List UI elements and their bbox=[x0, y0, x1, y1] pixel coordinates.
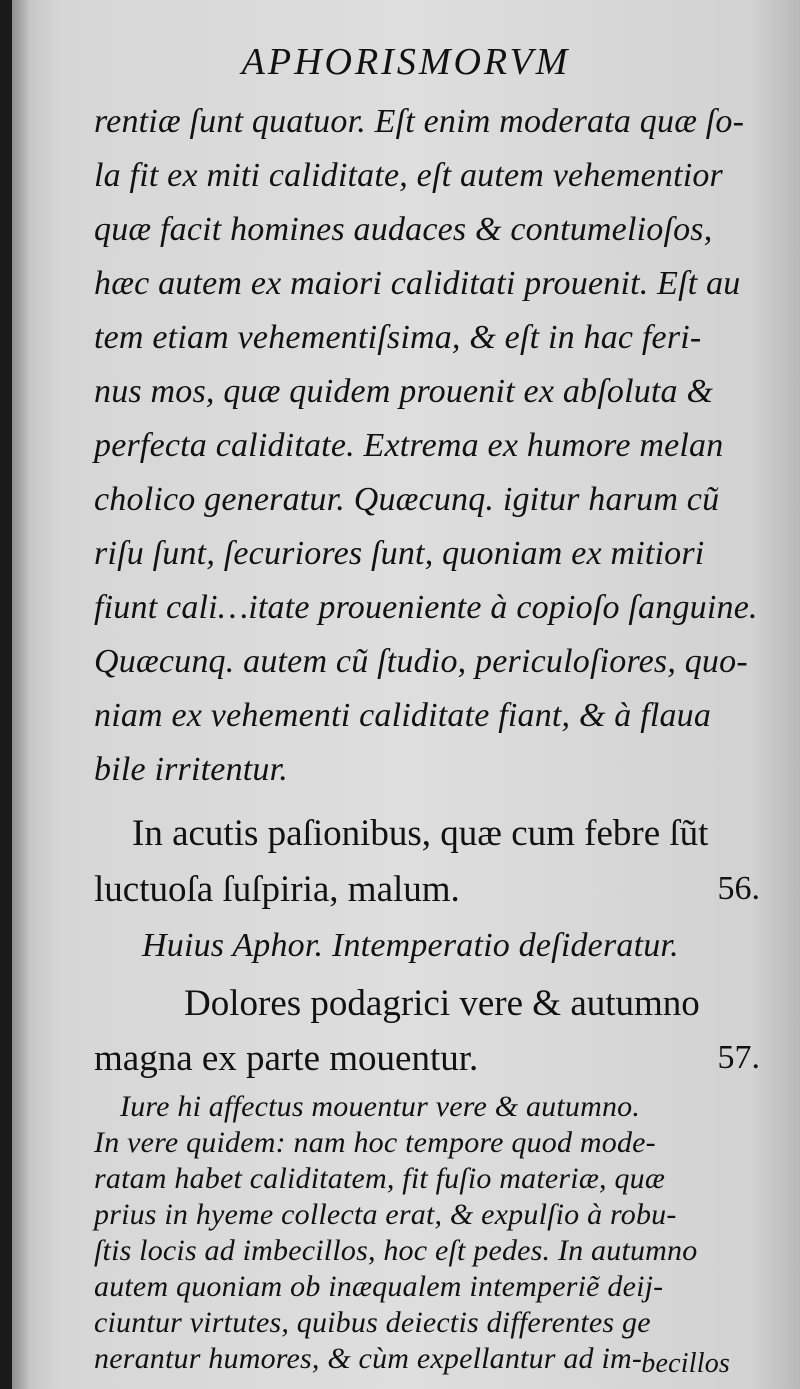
commentary-line: riſu ſunt, ſecuriores ſunt, quoniam ex mitiori bbox=[94, 535, 705, 572]
commentary-line: perfecta caliditate. Extrema ex humore melan bbox=[94, 427, 724, 464]
aphorism-number: 57. bbox=[717, 1039, 760, 1076]
commentary-line: In vere quidem: nam hoc tempore quod mode- bbox=[94, 1126, 656, 1159]
commentary-line: Iure hi affectus mouentur vere & autumno. bbox=[120, 1090, 641, 1123]
catchword: becillos bbox=[641, 1348, 730, 1379]
commentary-line: fiunt cali…itate proueniente à copioſo ſanguine. bbox=[94, 589, 758, 626]
commentary-line: ſtis locis ad imbecillos, hoc eſt pedes. In autumno bbox=[94, 1234, 698, 1267]
aphorism-number: 56. bbox=[717, 870, 760, 907]
commentary-line: tem etiam vehementiſsima, & eſt in hac feri- bbox=[94, 319, 702, 356]
aphorism-57-line: magna ex parte mouentur. bbox=[94, 1038, 479, 1079]
commentary-line: Quæcunq. autem cũ ſtudio, periculoſiores, quo- bbox=[94, 643, 748, 680]
commentary-line: quæ facit homines audaces & contumelioſos, bbox=[94, 211, 713, 248]
commentary-line: rentiæ ſunt quatuor. Eſt enim moderata quæ ſo- bbox=[94, 103, 745, 140]
commentary-line: nus mos, quæ quidem prouenit ex abſoluta & bbox=[94, 373, 714, 410]
commentary-line: niam ex vehementi caliditate fiant, & à flaua bbox=[94, 697, 712, 734]
commentary-line: prius in hyeme collecta erat, & expulſio à robu- bbox=[94, 1198, 677, 1231]
commentary-line: Huius Aphor. Intemperatio deſideratur. bbox=[142, 927, 679, 964]
page-gutter-shadow bbox=[12, 0, 30, 1389]
book-page bbox=[12, 0, 800, 1389]
running-head: APHORISMORVM bbox=[241, 41, 571, 83]
aphorism-56-line: In acutis paſionibus, quæ cum febre ſũt bbox=[132, 813, 709, 854]
commentary-line: nerantur humores, & cùm expellantur ad im- bbox=[94, 1342, 643, 1375]
commentary-line: cholico generatur. Quæcunq. igitur harum cũ bbox=[94, 481, 720, 518]
commentary-line: la fit ex miti caliditate, eſt autem vehementior bbox=[94, 157, 723, 194]
commentary-line: ratam habet caliditatem, fit fuſio materiæ, quæ bbox=[94, 1162, 666, 1195]
commentary-line: autem quoniam ob inæqualem intemperiẽ deij- bbox=[94, 1270, 664, 1303]
aphorism-56-line: luctuoſa ſuſpiria, malum. bbox=[94, 869, 460, 910]
commentary-line: ciuntur virtutes, quibus deiectis differentes ge bbox=[94, 1306, 651, 1339]
aphorism-57-line: Dolores podagrici vere & autumno bbox=[184, 983, 700, 1024]
commentary-line: bile irritentur. bbox=[94, 751, 288, 788]
commentary-line: hæc autem ex maiori caliditati prouenit. Eſt au bbox=[94, 265, 741, 302]
